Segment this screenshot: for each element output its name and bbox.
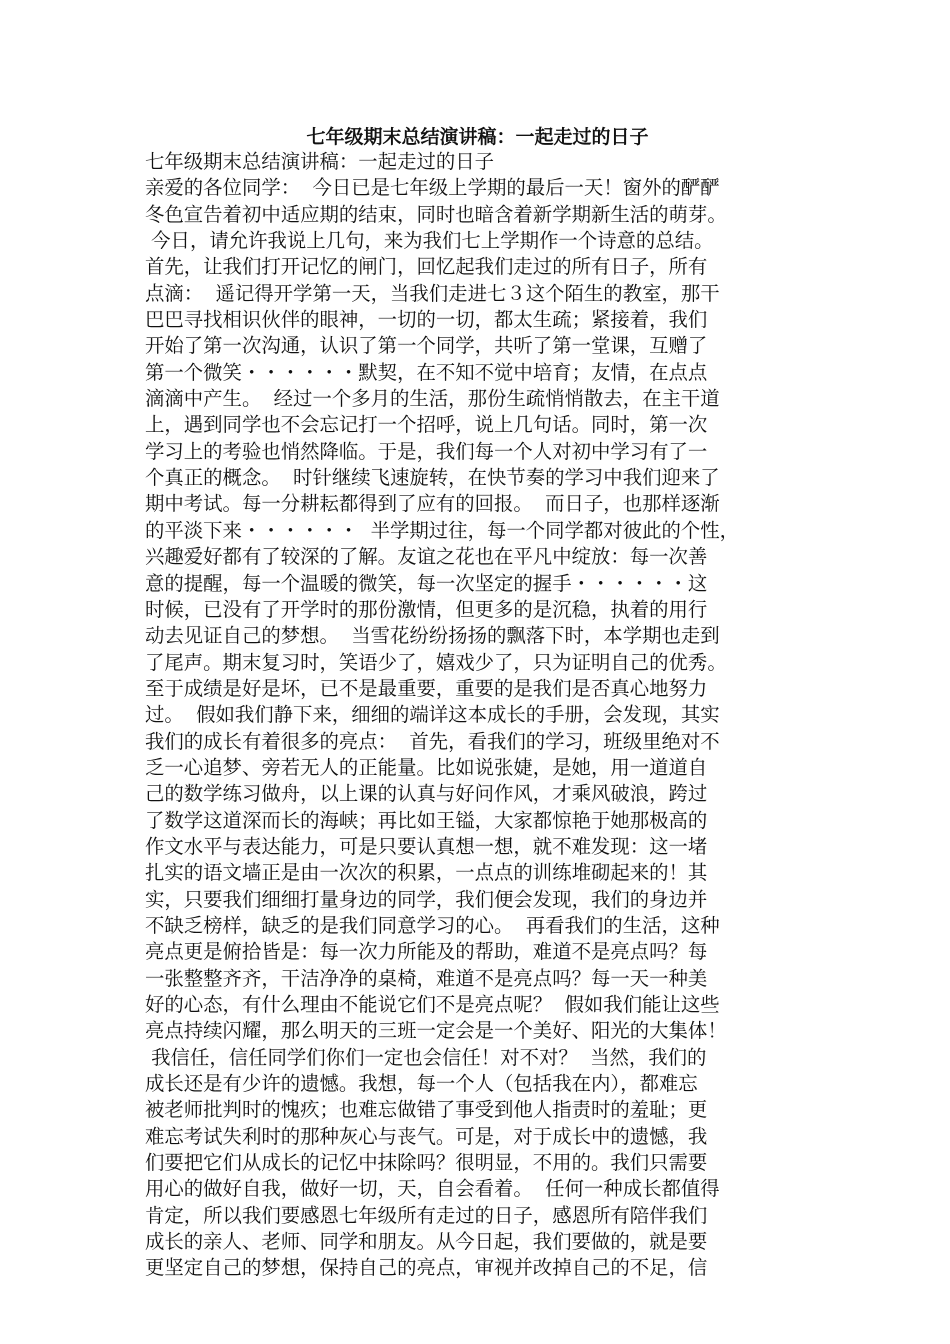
body-line: 不缺乏榜样，缺乏的是我们同意学习的心。 再看我们的生活，这种: [145, 913, 720, 937]
body-line: 个真正的概念。 时针继续飞速旋转，在快节奏的学习中我们迎来了: [145, 466, 720, 490]
body-line: 首先，让我们打开记忆的闸门，回忆起我们走过的所有日子，所有: [145, 255, 708, 279]
body-line: 意的提醒，每一个温暖的微笑，每一次坚定的握手・・・・・・这: [145, 571, 708, 595]
body-line: 好的心态，有什么理由不能说它们不是亮点呢？ 假如我们能让这些: [145, 993, 720, 1016]
body-line: 乏一心追梦、旁若无人的正能量。比如说张婕，是她，用一道道自: [145, 755, 708, 779]
body-line: 过。 假如我们静下来，细细的端详这本成长的手册，会发现，其实: [145, 703, 720, 727]
body-line: 成长的亲人、老师、同学和朋友。从今日起，我们要做的，就是要: [145, 1230, 708, 1254]
body-line: 一张整整齐齐，干洁净净的桌椅，难道不是亮点吗？每一天一种美: [145, 966, 708, 990]
body-line: 难忘考试失利时的那种灰心与丧气。可是，对于成长中的遗憾，我: [145, 1124, 708, 1148]
body-line: 学习上的考验也悄然降临。于是，我们每一个人对初中学习有了一: [145, 439, 708, 463]
body-line: 我们的成长有着很多的亮点： 首先，看我们的学习，班级里绝对不: [145, 729, 720, 753]
body-line: 期中考试。每一分耕耘都得到了应有的回报。 而日子，也那样逐渐: [145, 492, 720, 516]
body-line: 了数学这道深而长的海峡；再比如王镒，大家都惊艳于她那极高的: [145, 808, 708, 832]
body-line: 七年级期末总结演讲稿：一起走过的日子: [145, 150, 495, 173]
body-line: 更坚定自己的梦想，保持自己的亮点，审视并改掉自己的不足，信: [145, 1256, 708, 1280]
body-line: 亮点更是俯拾皆是：每一次力所能及的帮助，难道不是亮点吗？每: [145, 940, 708, 964]
body-line: 上，遇到同学也不会忘记打一个招呼，说上几句话。同时，第一次: [145, 413, 708, 437]
body-line: 开始了第一次沟通，认识了第一个同学，共听了第一堂课，互赠了: [145, 334, 708, 358]
body-line: 的平淡下来・・・・・・ 半学期过往，每一个同学都对彼此的个性，: [145, 518, 740, 542]
document-title: 七年级期末总结演讲稿：一起走过的日子: [306, 126, 649, 148]
body-line: 己的数学练习做舟，以上课的认真与好问作风，才乘风破浪，跨过: [145, 782, 708, 806]
body-line: 扎实的语文墙正是由一次次的积累，一点点的训练堆砌起来的！其: [145, 861, 708, 885]
body-line: 巴巴寻找相识伙伴的眼神，一切的一切，都太生疏；紧接着，我们: [145, 308, 708, 332]
body-line: 滴滴中产生。 经过一个多月的生活，那份生疏悄悄散去，在主干道: [145, 387, 720, 411]
body-line: 实，只要我们细细打量身边的同学，我们便会发现，我们的身边并: [145, 887, 708, 911]
body-line: 被老师批判时的愧疚；也难忘做错了事受到他人指责时的羞耻；更: [145, 1098, 708, 1122]
body-line: 了尾声。期末复习时，笑语少了，嬉戏少了，只为证明自己的优秀。: [145, 650, 727, 674]
body-line: 亮点持续闪耀，那么明天的三班一定会是一个美好、阳光的大集体！: [145, 1019, 727, 1043]
body-line: 作文水平与表达能力，可是只要认真想一想，就不难发现：这一堵: [145, 834, 708, 858]
body-line: 成长还是有少许的遗憾。我想，每一个人（包括我在内），都难忘: [145, 1072, 698, 1096]
body-line: 冬色宣告着初中适应期的结束，同时也暗含着新学期新生活的萌芽。: [145, 202, 727, 226]
body-line: 肯定，所以我们要感恩七年级所有走过的日子，感恩所有陪伴我们: [145, 1203, 708, 1227]
body-line: 兴趣爱好都有了较深的了解。友谊之花也在平凡中绽放：每一次善: [145, 545, 708, 569]
body-line: 点滴： 遥记得开学第一天，当我们走进七３这个陌生的教室，那干: [145, 281, 720, 305]
body-line: 亲爱的各位同学： 今日已是七年级上学期的最后一天！窗外的酽酽: [145, 176, 720, 200]
document-body: [145, 149, 815, 1282]
body-line: 今日，请允许我说上几句，来为我们七上学期作一个诗意的总结。: [145, 229, 714, 253]
body-line: 第一个微笑・・・・・・默契，在不知不觉中培育；友情，在点点: [145, 360, 708, 384]
body-line: 至于成绩是好是坏，已不是最重要，重要的是我们是否真心地努力: [145, 676, 708, 700]
body-line: 用心的做好自我，做好一切，天，自会看着。 任何一种成长都值得: [145, 1177, 720, 1201]
body-line: 动去见证自己的梦想。 当雪花纷纷扬扬的飘落下时，本学期也走到: [145, 624, 720, 648]
body-line: 我信任，信任同学们你们一定也会信任！对不对？ 当然，我们的: [145, 1045, 707, 1069]
body-line: 时候，已没有了开学时的那份激情，但更多的是沉稳，执着的用行: [145, 597, 708, 621]
body-line: 们要把它们从成长的记忆中抹除吗？很明显，不用的。我们只需要: [145, 1151, 708, 1175]
